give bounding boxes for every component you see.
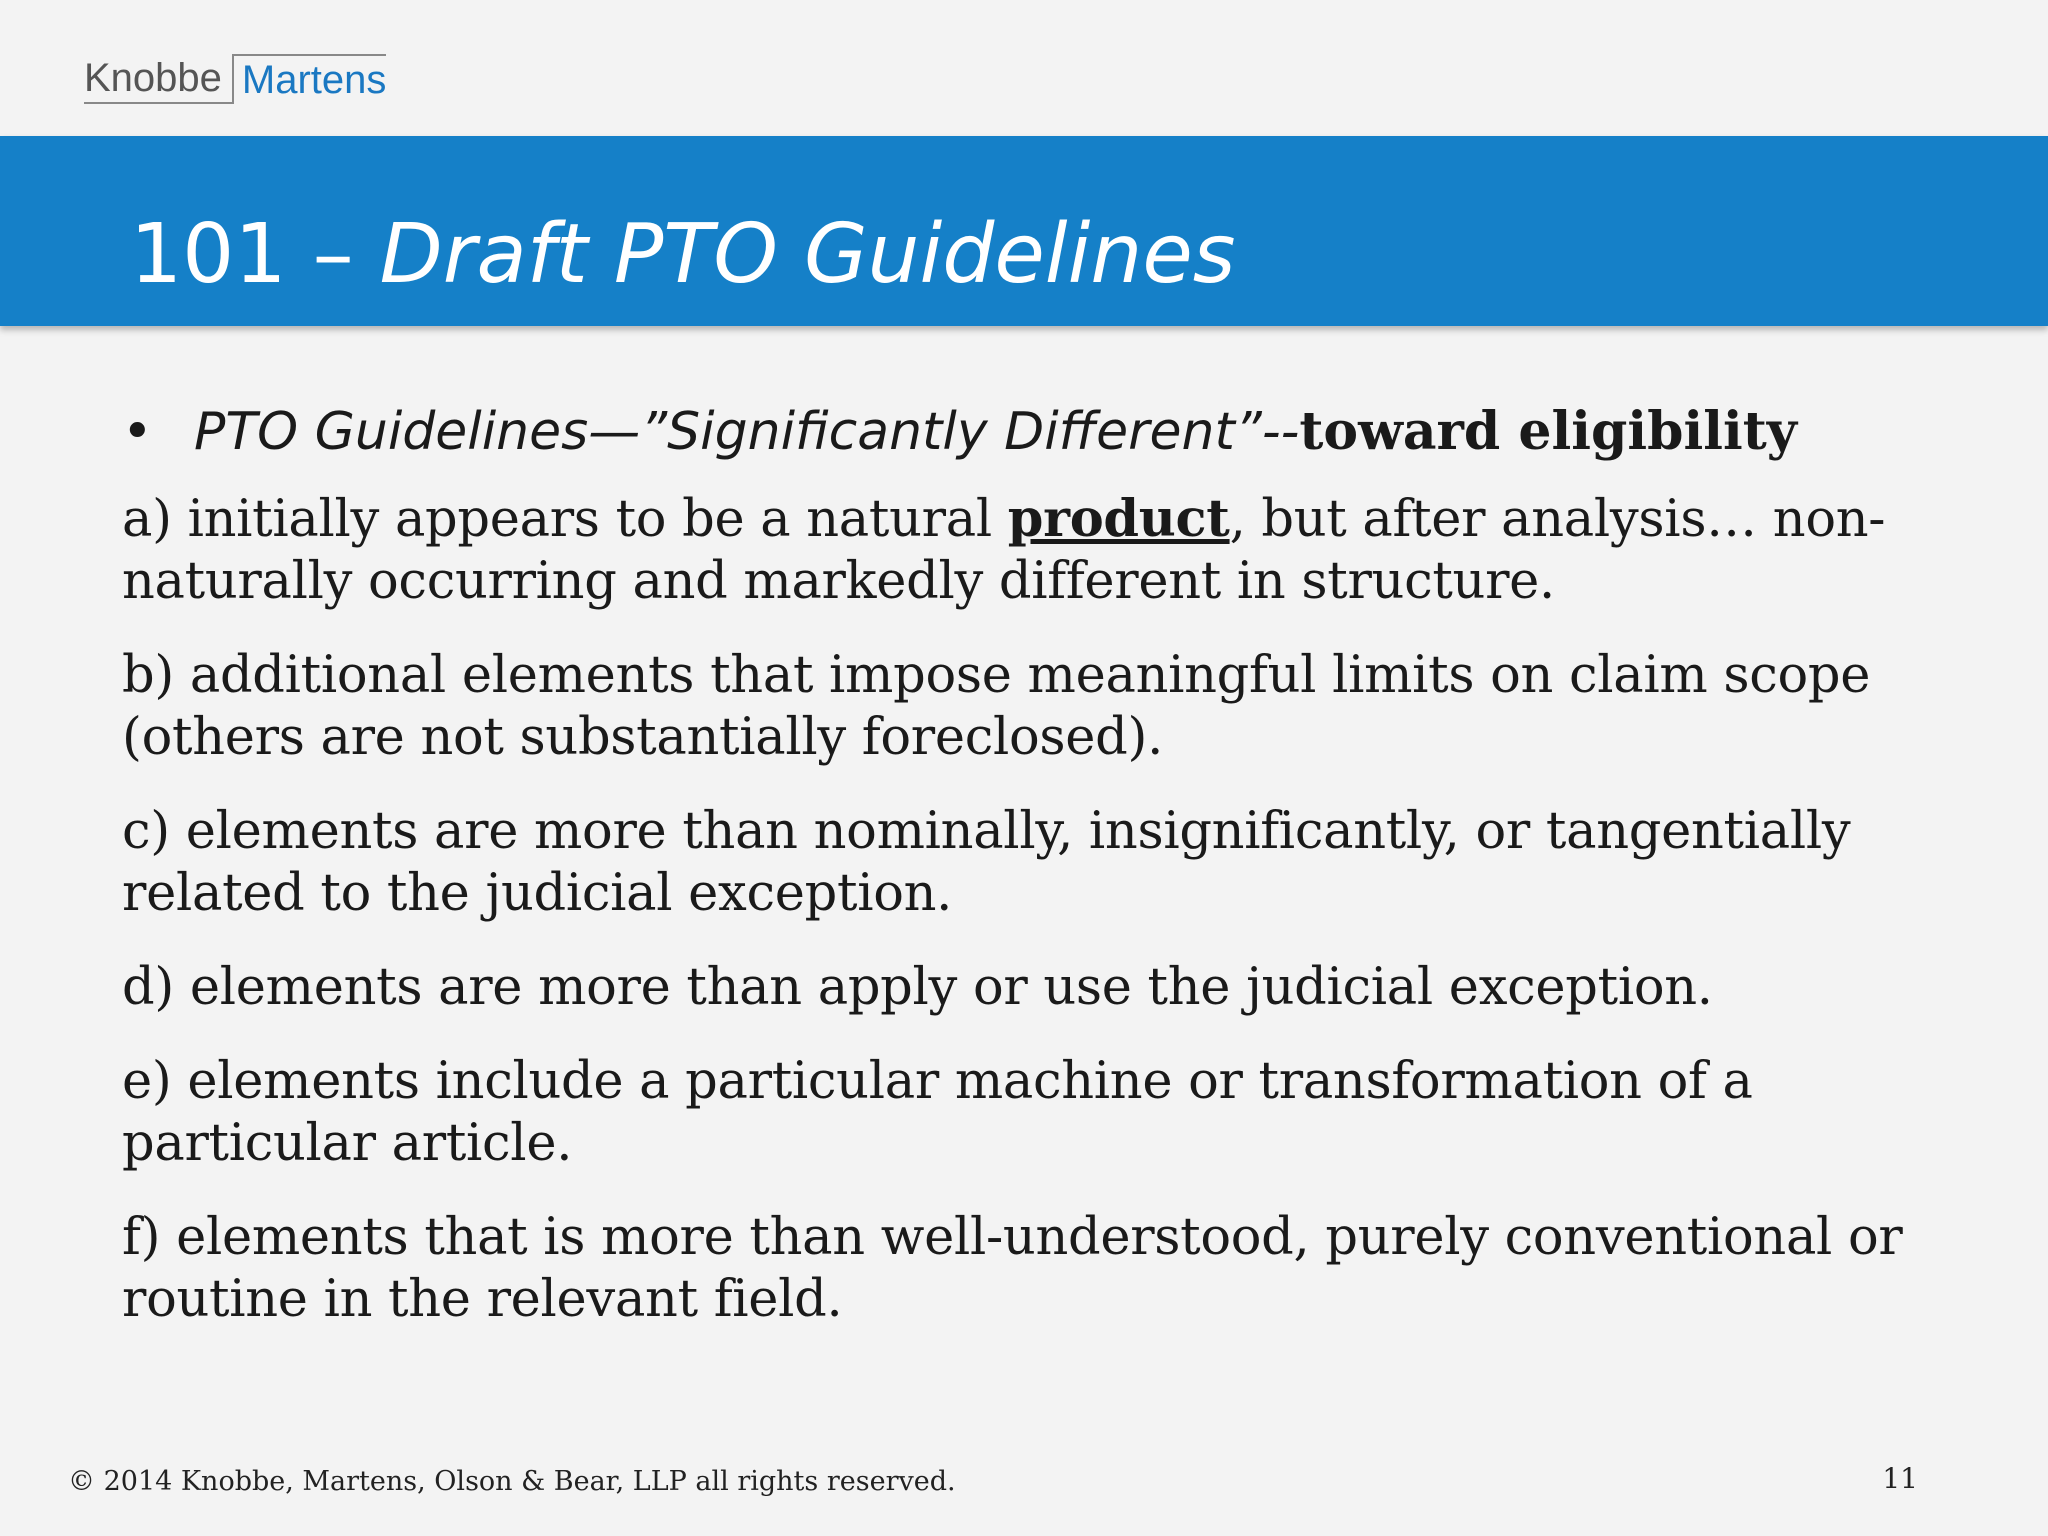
list-item-c: c) elements are more than nominally, insignificantly, or tangentially related to the judicial exception. xyxy=(122,802,1851,923)
list-item-e: e) elements include a particular machine or transformation of a particular article. xyxy=(122,1052,1753,1173)
logo-martens: Martens xyxy=(232,54,387,104)
title-text: Draft PTO Guidelines xyxy=(379,207,1236,302)
list-item-a xyxy=(122,488,1922,613)
bullet-bold-text: toward eligibility xyxy=(1299,401,1797,462)
page-number: 11 xyxy=(1882,1462,1918,1495)
title-bar xyxy=(0,136,2048,326)
item-a-emphasis: product xyxy=(1007,489,1230,549)
title-number: 101 – xyxy=(130,207,380,302)
bullet-symbol: • xyxy=(122,402,153,462)
company-logo xyxy=(84,54,386,104)
slide-title xyxy=(130,200,1236,310)
bullet-heading xyxy=(122,400,1922,464)
list-item-b: b) additional elements that impose meaningful limits on claim scope (others are not substantially foreclosed). xyxy=(122,646,1871,767)
slide-content xyxy=(122,400,1922,1363)
footer-copyright: © 2014 Knobbe, Martens, Olson & Bear, LLP all rights reserved. xyxy=(68,1466,956,1497)
bullet-separator: -- xyxy=(1261,402,1300,462)
list-item-f: f) elements that is more than well-understood, purely conventional or routine in the relevant field. xyxy=(122,1208,1903,1329)
item-a-prefix: a) initially appears to be a natural xyxy=(122,490,1008,549)
logo-knobbe: Knobbe xyxy=(84,54,232,104)
item-a-suffix: , but after analysis… non-naturally occurring and markedly different in structure. xyxy=(122,490,1886,611)
list-item-d: d) elements are more than apply or use the judicial exception. xyxy=(122,958,1713,1017)
bullet-italic-text: PTO Guidelines—”Significantly Different” xyxy=(194,402,1262,462)
